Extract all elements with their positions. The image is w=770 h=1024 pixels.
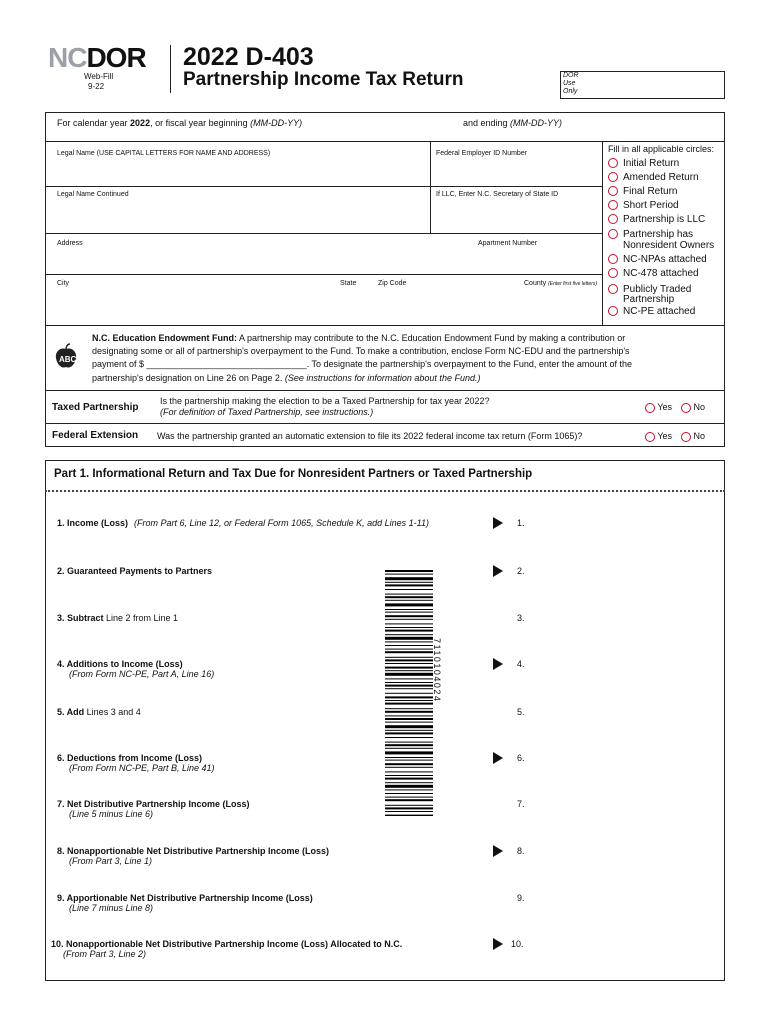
extension-no-circle[interactable] [681, 432, 691, 442]
part1-line-10-label: 10. Nonapportionable Net Distributive Partnership Income (Loss) Allocated to N.C. (From Part 3, Line 2) [51, 939, 403, 959]
part1-line-3-number: 3. [517, 613, 525, 623]
taxed-divider-top [45, 390, 725, 391]
taxed-no-circle[interactable] [681, 403, 691, 413]
part1-line-2-input[interactable] [535, 562, 715, 580]
part1-line-10-input[interactable] [535, 935, 715, 953]
publicly-traded-circle[interactable] [608, 284, 618, 294]
dor-use-2: Use [563, 80, 576, 87]
header-divider [170, 45, 171, 93]
apartment-label: Apartment Number [478, 240, 538, 247]
part1-line-6-label: 6. Deductions from Income (Loss) (From Form NC-PE, Part B, Line 41) [57, 753, 215, 773]
abc-apple-icon [52, 343, 80, 376]
part1-line-10-number: 10. [511, 939, 524, 949]
short-period-circle[interactable] [608, 200, 618, 210]
part1-line-6-note: (From Form NC-PE, Part B, Line 41) [69, 763, 215, 773]
legal-name-continued-input[interactable] [50, 201, 425, 231]
grid-hline-1 [45, 186, 602, 187]
ending-line [463, 118, 562, 128]
grid-vline-1 [430, 141, 431, 234]
part1-line-6-input[interactable] [535, 749, 715, 767]
line-10-arrow-icon [493, 938, 503, 950]
apartment-input[interactable] [476, 250, 596, 272]
grid-vline-2 [602, 141, 603, 325]
part1-line-9-input[interactable] [535, 889, 715, 907]
part1-line-1-label: 1. Income (Loss) (From Part 6, Line 12, or Federal Form 1065, Schedule K, add Lines 1-11) [57, 518, 429, 528]
amended-return-circle[interactable] [608, 172, 618, 182]
extension-yes-circle[interactable] [645, 432, 655, 442]
llc-id-input[interactable] [435, 201, 597, 231]
county-note: (Enter first five letters) [548, 281, 598, 287]
federal-ein-input[interactable] [435, 160, 597, 184]
endowment-payment-input[interactable] [152, 358, 332, 370]
zip-input[interactable] [376, 290, 516, 322]
part1-title: Part 1. Informational Return and Tax Due for Nonresident Partners or Taxed Partnership [54, 468, 533, 480]
dor-use-box [560, 71, 725, 99]
taxed-no-option[interactable]: No [681, 402, 705, 413]
webfill-label: Web-Fill [84, 72, 114, 81]
grid-hline-4 [45, 325, 725, 326]
dor-use-1: DOR [563, 72, 579, 79]
part1-line-4-label: 4. Additions to Income (Loss) (From Form NC-PE, Part A, Line 16) [57, 659, 215, 679]
part1-line-3-label: 3. Subtract Line 2 from Line 1 [57, 613, 179, 623]
nc-478-circle[interactable] [608, 268, 618, 278]
calendar-year: 2022 [130, 118, 151, 128]
part1-line-8-number: 8. [517, 846, 525, 856]
legal-name-continued-label: Legal Name Continued [57, 191, 129, 198]
part1-line-1-number: 1. [517, 518, 525, 528]
ncdor-logo [48, 44, 146, 72]
part1-line-1-input[interactable] [535, 514, 715, 532]
endowment-line-3: payment of $ ________________________________. To designate the partnership's overpayment to the Fund, enter the amount of the [92, 359, 632, 369]
endowment-line-2: designating some or all of partnership's overpayment to the Fund. To make a contribution, enclose Form NC-EDU and the partnership's [92, 346, 630, 356]
legal-name-label: Legal Name (USE CAPITAL LETTERS FOR NAME AND ADDRESS) [57, 150, 271, 157]
part1-line-7-note: (Line 5 minus Line 6) [69, 809, 154, 819]
calendar-prefix: For calendar year [57, 118, 131, 128]
svg-text:ABC: ABC [59, 355, 77, 364]
barcode [385, 570, 433, 821]
part1-line-4-input[interactable] [535, 655, 715, 673]
part1-line-2-label: 2. Guaranteed Payments to Partners [57, 566, 213, 576]
taxed-partnership-label: Taxed Partnership [52, 402, 139, 413]
line-2-arrow-icon [493, 565, 503, 577]
endowment-line-1: N.C. Education Endowment Fund: A partnership may contribute to the N.C. Education Endowment Fund by making a contribution or [92, 333, 626, 343]
form-title: 2022 D-403 [183, 43, 314, 71]
taxed-question: Is the partnership making the election to be a Taxed Partnership for tax year 2022? [160, 396, 490, 406]
city-input[interactable] [50, 290, 330, 322]
extension-yes-option[interactable]: Yes [645, 431, 672, 442]
part1-line-5-input[interactable] [535, 703, 715, 721]
extension-no-option[interactable]: No [681, 431, 705, 442]
endowment-line-4: partnership's designation on Line 26 on Page 2. (See instructions for information about the Fund.) [92, 373, 481, 383]
part1-line-3-input[interactable] [535, 609, 715, 627]
part1-line-9-note: (Line 7 minus Line 8) [69, 903, 154, 913]
line-1-arrow-icon [493, 517, 503, 529]
logo-nc: NC [48, 42, 87, 73]
city-label: City [57, 280, 70, 287]
taxed-divider-bottom [45, 423, 725, 424]
final-return-circle[interactable] [608, 186, 618, 196]
part1-line-8-label: 8. Nonapportionable Net Distributive Partnership Income (Loss) (From Part 3, Line 1) [57, 846, 330, 866]
nc-pe-circle[interactable] [608, 306, 618, 316]
endowment-title: N.C. Education Endowment Fund: [92, 333, 237, 343]
line-8-arrow-icon [493, 845, 503, 857]
part1-line-8-input[interactable] [535, 842, 715, 860]
barcode-number: 7110104024 [432, 638, 442, 703]
part1-line-6-number: 6. [517, 753, 525, 763]
calendar-year-line [57, 118, 302, 128]
dor-use-3: Only [563, 88, 578, 95]
calendar-divider [45, 141, 725, 142]
legal-name-input[interactable] [50, 160, 425, 184]
form-subtitle: Partnership Income Tax Return [183, 69, 464, 90]
taxed-yes-option[interactable]: Yes [645, 402, 672, 413]
state-label: State [340, 280, 357, 287]
address-input[interactable] [50, 250, 470, 272]
ending-label: and ending [463, 118, 511, 128]
version-label: 9-22 [88, 82, 105, 91]
part1-line-1-note: (From Part 6, Line 12, or Federal Form 1065, Schedule K, add Lines 1-11) [134, 518, 429, 528]
zip-label: Zip Code [378, 280, 407, 287]
part1-line-2-number: 2. [517, 566, 525, 576]
part1-line-9-label: 9. Apportionable Net Distributive Partnership Income (Loss) (Line 7 minus Line 8) [57, 893, 313, 913]
state-input[interactable] [338, 290, 374, 322]
part1-title-divider [45, 490, 725, 492]
taxed-yes-circle[interactable] [645, 403, 655, 413]
extension-question: Was the partnership granted an automatic extension to file its 2022 federal income tax return (Form 1065)? [157, 431, 583, 441]
part1-line-4-number: 4. [517, 659, 525, 669]
part1-line-7-number: 7. [517, 799, 525, 809]
part1-line-5-number: 5. [517, 707, 525, 717]
part1-line-8-note: (From Part 3, Line 1) [69, 856, 153, 866]
nc-npas-circle[interactable] [608, 254, 618, 264]
initial-return-circle[interactable] [608, 158, 618, 168]
part1-line-7-label: 7. Net Distributive Partnership Income (Loss) (Line 5 minus Line 6) [57, 799, 250, 819]
federal-ein-label: Federal Employer ID Number [436, 150, 528, 157]
county-text: County [524, 280, 547, 287]
circles-heading: Fill in all applicable circles: [608, 144, 715, 154]
partnership-llc-circle[interactable] [608, 214, 618, 224]
calendar-middle: , or fiscal year beginning [150, 118, 251, 128]
part1-line-4-note: (From Form NC-PE, Part A, Line 16) [69, 669, 215, 679]
line-6-arrow-icon [493, 752, 503, 764]
nonresident-owners-circle[interactable] [608, 229, 618, 239]
county-input[interactable] [520, 290, 598, 322]
logo-dor: DOR [86, 42, 146, 73]
ending-format: (MM-DD-YY) [510, 118, 563, 128]
federal-extension-label: Federal Extension [52, 430, 139, 441]
grid-hline-3 [45, 274, 602, 275]
beginning-format: (MM-DD-YY) [250, 118, 303, 128]
address-label: Address [57, 240, 83, 247]
part1-line-9-number: 9. [517, 893, 525, 903]
part1-line-10-note: (From Part 3, Line 2) [63, 949, 147, 959]
part1-line-5-label: 5. Add Lines 3 and 4 [57, 707, 141, 717]
grid-hline-2 [45, 233, 602, 234]
county-label [524, 280, 597, 287]
part1-line-7-input[interactable] [535, 795, 715, 813]
line-4-arrow-icon [493, 658, 503, 670]
taxed-note: (For definition of Taxed Partnership, see instructions.) [160, 407, 374, 417]
llc-id-label: If LLC, Enter N.C. Secretary of State ID [436, 191, 559, 198]
